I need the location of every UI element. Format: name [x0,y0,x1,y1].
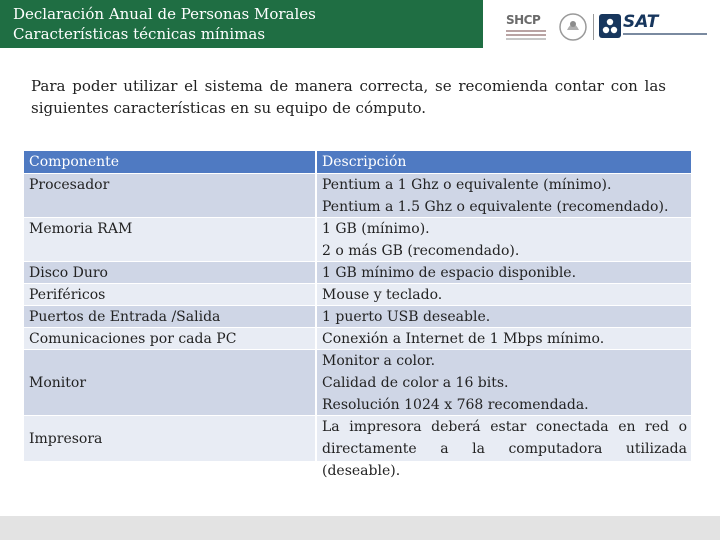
row-description-printer: La impresora deberá estar conectada en red o directamente a la computadora utilizada (deseable). [317,416,691,461]
shcp-logo [504,13,550,45]
requirements-table [24,151,691,479]
description-line: Pentium a 1.5 Ghz o equivalente (recomendado). [322,199,669,215]
row-description-ports: 1 puerto USB deseable. [317,306,691,327]
header-band [0,0,483,48]
sat-logo-icon [599,14,621,38]
shcp-logo-subtext-icon [506,30,546,32]
row-description-disk: 1 GB mínimo de espacio disponible. [317,262,691,283]
row-component-ports: Puertos de Entrada /Salida [24,306,315,327]
row-description-monitor [317,350,691,415]
row-component-processor: Procesador [24,174,315,217]
page-title: Declaración Anual de Personas Morales [13,5,316,23]
description-line: Resolución 1024 x 768 recomendada. [322,397,589,413]
shcp-logo-text: SHCP [506,13,541,27]
row-component-communications: Comunicaciones por cada PC [24,328,315,349]
header-description: Descripción [317,151,691,173]
row-component-monitor [24,350,315,415]
logo-divider [593,14,594,40]
row-description-processor [317,174,691,217]
sat-logo-text: SAT [623,12,659,32]
header-component: Componente [24,151,315,173]
description-line: Pentium a 1 Ghz o equivalente (mínimo). [322,177,612,193]
row-description-ram [317,218,691,261]
footer-bar [0,516,720,540]
national-seal-icon [558,12,588,42]
description-line: Calidad de color a 16 bits. [322,375,509,391]
row-component-ram: Memoria RAM [24,218,315,261]
component-label: Impresora [29,430,103,447]
description-line: Monitor a color. [322,353,436,369]
page-subtitle: Características técnicas mínimas [13,25,266,43]
row-description-peripherals: Mouse y teclado. [317,284,691,305]
sat-logo-subtext-icon [623,33,707,35]
row-description-communications: Conexión a Internet de 1 Mbps mínimo. [317,328,691,349]
description-line: 1 GB (mínimo). [322,221,430,237]
row-component-peripherals: Periféricos [24,284,315,305]
intro-paragraph: Para poder utilizar el sistema de manera correcta, se recomienda contar con las siguientes características en su equipo de cómputo. [31,77,666,117]
row-component-disk: Disco Duro [24,262,315,283]
component-label: Monitor [29,374,87,391]
row-component-printer [24,416,315,461]
description-line: 2 o más GB (recomendado). [322,243,520,259]
